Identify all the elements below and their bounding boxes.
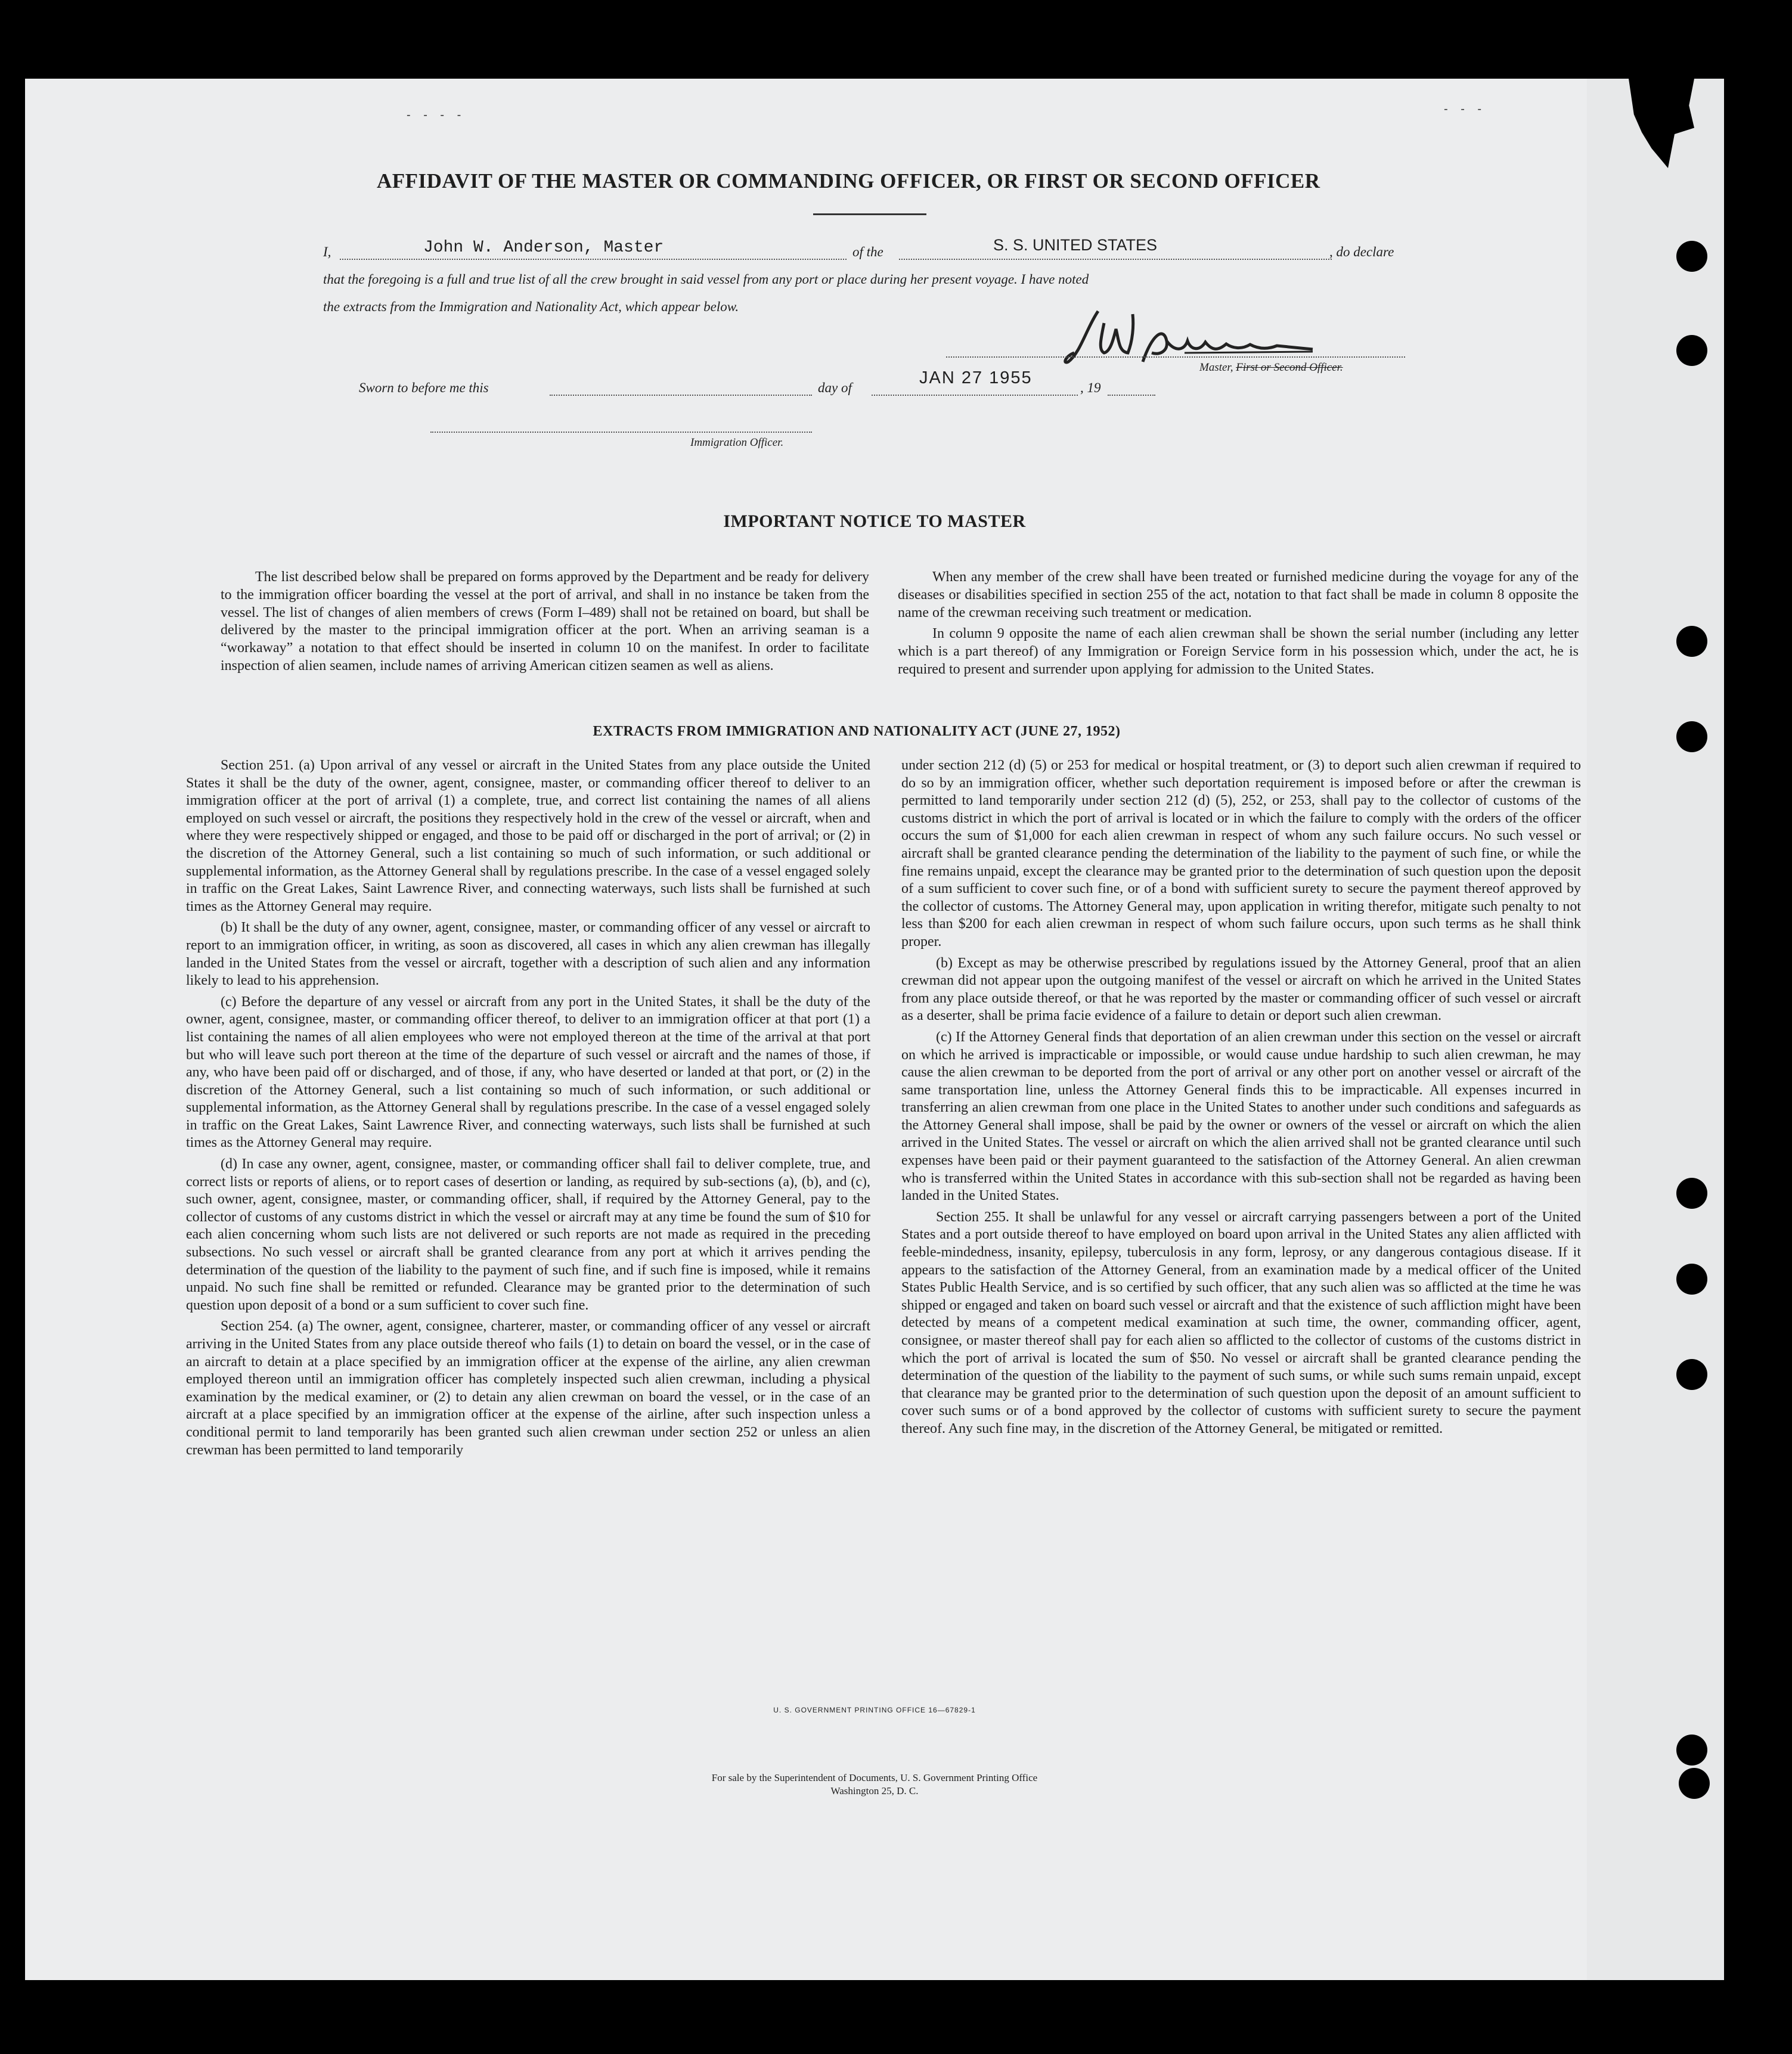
immigration-officer-line xyxy=(430,432,812,433)
year-prefix: , 19 xyxy=(1080,380,1101,395)
notice-paragraph: When any member of the crew shall have been treated or furnished medicine during the voyage for any of the diseases or disabilities specified in section 255 of the act, notation to that fact shall be made in column 8 opposite the name of the crewman receiving such treatment or medication. xyxy=(898,569,1579,620)
signature-caption-struck: First or Second Officer. xyxy=(1236,361,1343,374)
notice-paragraph: In column 9 opposite the name of each alien crewman shall be shown the serial number (including any letter which is a part thereof) of any Immigration or Foreign Service form in his possession which, under the act, he is required to present and surrender upon applying for admission to the United States. xyxy=(898,626,1579,677)
sworn-date-stamp: JAN 27 1955 xyxy=(919,368,1033,387)
sworn-month-line xyxy=(872,395,1078,396)
name-field-line xyxy=(340,259,847,260)
edge-marks: - - - xyxy=(1444,103,1487,116)
extract-paragraph: Section 251. (a) Upon arrival of any vessel or aircraft in the United States from any place outside the United States it shall be the duty of the owner, agent, consignee, master, or commanding officer thereof to deliver to an immigration officer at the port of arrival (1) a complete, true, and correct list containing the names of all aliens employed on such vessel or aircraft, the positions they respectively hold in the crew of the vessel or aircraft, when and where they were respectively shipped or engaged, and those to be paid off or discharged in the port of arrival; or (2) in the discretion of the Attorney General, such a list containing so much of such information, or such additional or supplemental information, as the Attorney General shall by regulations prescribe. In the case of a vessel engaged solely in traffic on the Great Lakes, Saint Lawrence River, and connecting waterways, such lists shall be furnished at such times as the Attorney General may require. xyxy=(186,758,870,914)
punch-hole xyxy=(1676,1735,1707,1766)
extract-paragraph: Section 254. (a) The owner, agent, consignee, charterer, master, or commanding officer of any vessel or aircraft arriving in the United States from any place outside thereof who fails (1) to detain on board the vessel, or in the case of an aircraft to detain at a place specified by an immigration officer at the expense of the airline, any alien crewman employed thereon until an immigration officer has completely inspected such alien crewman, including a physical examination by the medical examiner, or (2) to detain any alien crewman on board the vessel, or in the case of an aircraft at a place specified by an immigration officer at the expense of the airline, after such inspection unless a conditional permit to land temporarily has been granted such alien crewman under section 252 or unless an alien crewman has been permitted to land temporarily xyxy=(186,1318,870,1458)
extract-paragraph: (b) It shall be the duty of any owner, agent, consignee, master, or commanding officer of any vessel or aircraft to report to an immigration officer, in writing, as soon as discovered, all cases in which any alien crewman has illegally landed in the United States from the vessel or aircraft, together with a description of such alien and any information likely to lead to his apprehension. xyxy=(186,920,870,989)
page-edge-strip xyxy=(1587,79,1724,1980)
notice-right-column xyxy=(898,569,1579,682)
extract-paragraph: (b) Except as may be otherwise prescribed by regulations issued by the Attorney General, proof that an alien crewman did not appear upon the outgoing manifest of the vessel or aircraft on which he arrived in the United States from any place outside thereof, or that he was reported by the master or commanding officer of such vessel or aircraft as a deserter, shall be prima facie evidence of a failure to detain or deport such alien crewman. xyxy=(901,955,1581,1024)
notice-paragraph: The list described below shall be prepared on forms approved by the Department and be ready for delivery to the immigration officer boarding the vessel at the port of arrival, and shall in no instance be taken from the vessel. The list of changes of alien members of crews (Form I–489) shall not be retained on board, but shall be delivered by the master to the principal immigration officer at the port. When an arriving seaman is a “workaway” a notation to that effect should be inserted in column 10 on the manifest. In order to facilitate inspection of alien seamen, include names of arriving American citizen seamen as well as aliens. xyxy=(221,569,869,674)
do-declare-label: , do declare xyxy=(1329,244,1394,259)
extract-paragraph: under section 212 (d) (5) or 253 for medical or hospital treatment, or (3) to deport such alien crewman if required to do so by an immigration officer, whether such deportation requirement is imposed before or after the crewman is permitted to land temporarily under section 212 (d) (5), 252, or 253, shall pay to the collector of customs of the customs district in which the port of arrival is located or in which the failure to comply with the orders of the officer occurs the sum of $1,000 for each alien crewman in respect of whom any such failure occurs. No such vessel or aircraft shall be granted clearance pending the determination of the liability to the payment of such fine, or while the fine remains unpaid, except the clearance may be granted prior to the determination of such question upon the deposit of a sum sufficient to cover such fine, or of a bond with sufficient surety to secure the payment thereof approved by the collector of customs. The Attorney General may, upon application in writing therefor, mitigate such penalty to not less than $200 for each alien crewman in respect of whom such failure occurs, upon such terms as he shall think proper. xyxy=(901,758,1581,950)
signature-caption xyxy=(1199,361,1343,374)
signature-line xyxy=(946,356,1405,358)
declarant-name: John W. Anderson, Master xyxy=(423,238,664,257)
punch-hole xyxy=(1676,1264,1707,1295)
for-sale-line-2: Washington 25, D. C. xyxy=(830,1785,919,1797)
sworn-year-line xyxy=(1108,395,1155,396)
extract-paragraph: (c) If the Attorney General finds that deportation of an alien crewman under this section on the vessel or aircraft on which he arrived is impracticable or impossible, or would cause undue hardship to such alien crewman, he may cause the alien crewman to be deported from the port of arrival or any other port on another vessel or aircraft of the same transportation line, unless the Attorney General finds this to be impracticable. All expenses incurred in transferring an alien crewman from one place in the United States to another under such conditions and safeguards as the Attorney General shall impose, shall be paid by the owner or owners of the vessel or aircraft on which the alien arrived in the United States. The vessel or aircraft on which the alien arrived shall not be granted clearance until such expenses have been paid or their payment guaranteed to the satisfaction of the Attorney General. An alien crewman who is transferred within the United States in accordance with this sub-section shall not be regarded as having been landed in the United States. xyxy=(901,1029,1581,1204)
punch-hole xyxy=(1676,1359,1707,1390)
of-the-label: of the xyxy=(852,244,883,259)
signature-caption-master: Master, xyxy=(1199,361,1236,374)
extracts-heading: EXTRACTS FROM IMMIGRATION AND NATIONALITY ACT (JUNE 27, 1952) xyxy=(593,724,1121,739)
declaration-line-3: the extracts from the Immigration and Nationality Act, which appear below. xyxy=(323,299,739,314)
extract-paragraph: (d) In case any owner, agent, consignee, master, or commanding officer shall fail to deliver complete, true, and correct lists or reports of aliens, or to report cases of desertion or landing, as required by sub-sections (a), (b), and (c), such owner, agent, consignee, master, or commanding officer, shall, if required by the Attorney General, pay to the collector of customs of any customs district in which the vessel or aircraft may at any time be found the sum of $10 for each alien concerning whom such lists are not delivered or such reports are not made as required in the preceding subsections. No such vessel or aircraft shall be granted clearance from any port at which it arrives pending the determination of the question of the liability to the payment of such fine, and if such fine is imposed, while it remains unpaid. No such fine shall be remitted or refunded. Clearance may be granted prior to the determination of such question upon deposit of a bond or a sum sufficient to cover such fine. xyxy=(186,1156,870,1313)
extract-paragraph: (c) Before the departure of any vessel or aircraft from any port in the United States, it shall be the duty of the owner, agent, consignee, master, or commanding officer thereof, to deliver to an immigration officer at that port (1) a list containing the names of all alien employees who were not employed thereon at the time of the arrival at that port but who will leave such port thereon at the time of the departure of such vessel or aircraft and the names of those, if any, who have been paid off or discharged, and of those, if any, who have deserted or landed at that port, or (2) in the discretion of the Attorney General, such a list containing so much of such information, or such additional or supplemental information, as the Attorney General shall by regulations prescribe. In the case of a vessel engaged solely in traffic on the Great Lakes, Saint Lawrence River, and connecting waterways, such lists shall be furnished at such times as the Attorney General may require. xyxy=(186,994,870,1151)
edge-marks: - - - - xyxy=(407,108,466,122)
punch-hole xyxy=(1676,241,1707,272)
vessel-name: S. S. UNITED STATES xyxy=(993,236,1158,254)
extracts-left-column xyxy=(186,757,870,1463)
extract-paragraph: Section 255. It shall be unlawful for any vessel or aircraft carrying passengers between a port of the United States and a port outside thereof to have employed on board upon arrival in the United States any alien afflicted with feeble-mindedness, insanity, epilepsy, tuberculosis in any form, leprosy, or any dangerous contagious disease. If it appears to the satisfaction of the Attorney General, from an examination made by a medical officer of the United States Public Health Service, and is so certified by such officer, that any such alien was so afflicted at the time he was shipped or engaged and taken on board such vessel or aircraft and that the existence of such affliction might have been detected by means of a competent medical examination at such time, the owner, commanding officer, agent, consignee, or master thereof shall pay for each alien so afflicted to the collector of customs of the customs district in which the port of arrival is located the sum of $50. No vessel or aircraft shall be granted clearance pending the determination of the question of the liability to the payment of such sums, or while such sums remain unpaid, except that clearance may be granted prior to the determination of such question upon the deposit of an amount sufficient to cover such sums or of a bond approved by the collector of customs with sufficient surety to secure the payment thereof. Any such fine may, in the discretion of the Attorney General, be mitigated or remitted. xyxy=(901,1209,1581,1436)
sworn-label: Sworn to before me this xyxy=(359,380,489,395)
notice-heading: IMPORTANT NOTICE TO MASTER xyxy=(723,511,1026,531)
immigration-officer-caption: Immigration Officer. xyxy=(690,436,784,449)
for-sale-notice xyxy=(25,1771,1724,1798)
gpo-imprint: U. S. GOVERNMENT PRINTING OFFICE 16—67829-1 xyxy=(773,1706,976,1714)
declaration-prefix: I, xyxy=(323,244,331,259)
title-rule xyxy=(813,213,926,215)
sworn-day-line xyxy=(550,395,812,396)
declaration-line-2: that the foregoing is a full and true list of all the crew brought in said vessel from any port or place during her present voyage. I have noted xyxy=(323,272,1089,287)
notice-left-column xyxy=(221,569,869,679)
extracts-right-column xyxy=(901,757,1581,1442)
affidavit-title: AFFIDAVIT OF THE MASTER OR COMMANDING OFFICER, OR FIRST OR SECOND OFFICER xyxy=(377,169,1320,193)
day-of-label: day of xyxy=(818,380,852,395)
punch-hole xyxy=(1676,626,1707,657)
punch-hole xyxy=(1676,1178,1707,1209)
affidavit-page xyxy=(25,79,1724,1980)
for-sale-line-1: For sale by the Superintendent of Documents, U. S. Government Printing Office xyxy=(711,1772,1038,1783)
punch-hole xyxy=(1676,335,1707,366)
vessel-field-line xyxy=(899,259,1332,260)
